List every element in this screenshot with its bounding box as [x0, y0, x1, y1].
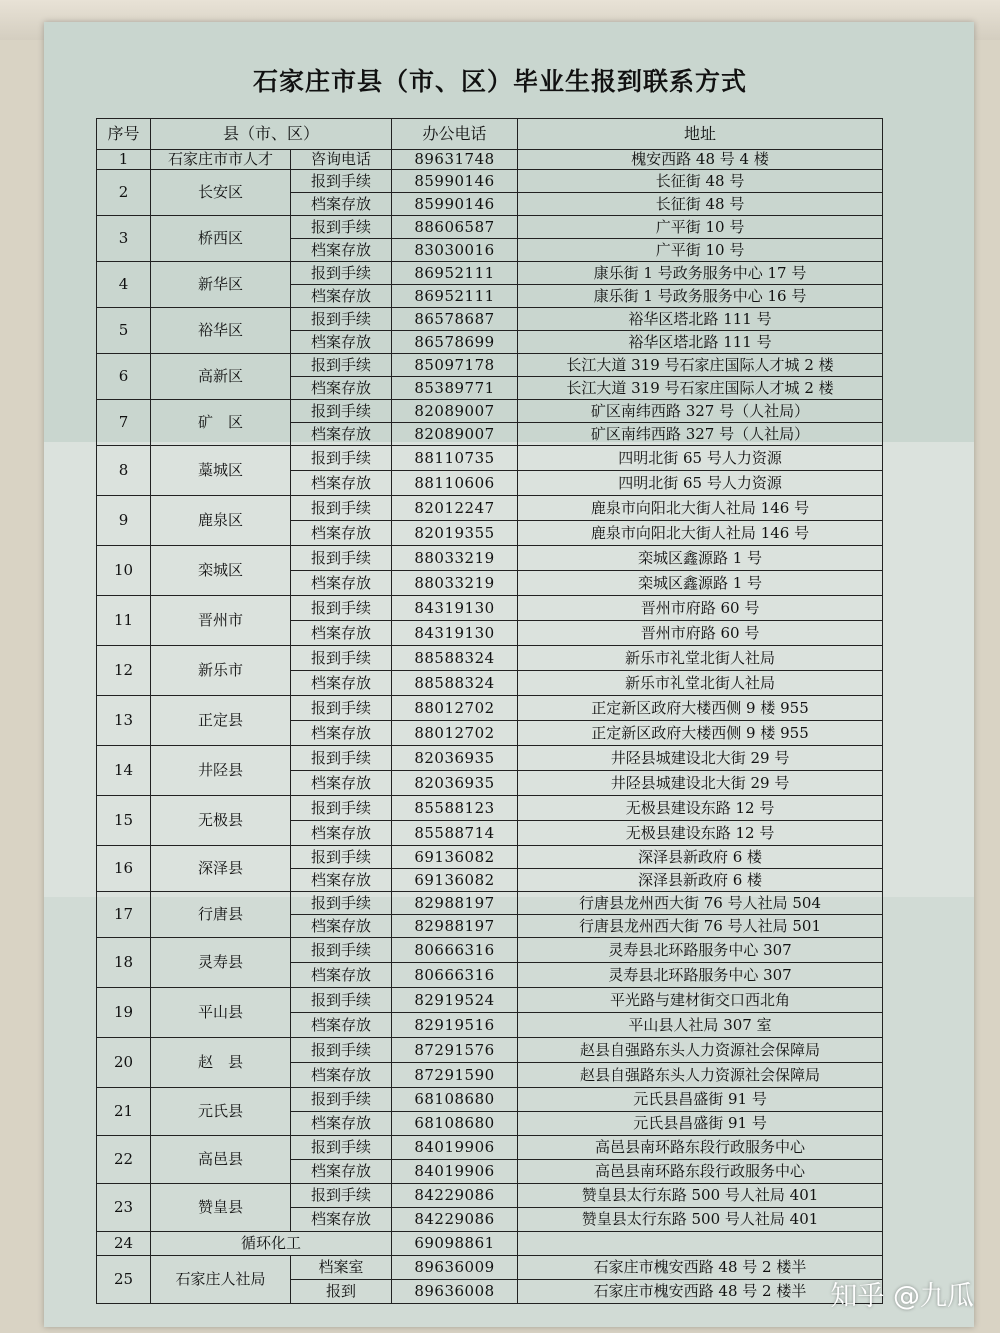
- type-cell: 档案存放: [291, 915, 392, 938]
- address-cell: 康乐街 1 号政务服务中心 17 号: [518, 262, 883, 285]
- type-cell: 报到手续: [291, 446, 392, 471]
- phone-cell: 84229086: [392, 1184, 518, 1208]
- seq-cell: 7: [97, 400, 151, 446]
- phone-cell: 82089007: [392, 400, 518, 423]
- watermark: 知乎 @九瓜: [830, 1281, 974, 1312]
- address-cell: 广平街 10 号: [518, 216, 883, 239]
- seq-cell: 22: [97, 1136, 151, 1184]
- table-row: [97, 646, 883, 671]
- header-phone: 办公电话: [392, 119, 518, 150]
- phone-cell: 82019355: [392, 521, 518, 546]
- seq-cell: 25: [97, 1256, 151, 1304]
- address-cell: 无极县建设东路 12 号: [518, 796, 883, 821]
- type-cell: 档案存放: [291, 771, 392, 796]
- type-cell: 报到手续: [291, 546, 392, 571]
- type-cell: 报到手续: [291, 892, 392, 915]
- address-cell: 晋州市府路 60 号: [518, 596, 883, 621]
- phone-cell: 86578687: [392, 308, 518, 331]
- table-row: [97, 596, 883, 621]
- table-row: [97, 216, 883, 239]
- district-cell: 高邑县: [151, 1136, 291, 1184]
- type-cell: 咨询电话: [291, 150, 392, 170]
- type-cell: 报到手续: [291, 170, 392, 193]
- type-cell: 档案存放: [291, 671, 392, 696]
- phone-cell: 80666316: [392, 963, 518, 988]
- seq-cell: 2: [97, 170, 151, 216]
- phone-cell: 86578699: [392, 331, 518, 354]
- table-row: [97, 1256, 883, 1280]
- type-cell: 档案存放: [291, 1112, 392, 1136]
- seq-cell: 19: [97, 988, 151, 1038]
- district-cell: 灵寿县: [151, 938, 291, 988]
- phone-cell: 89636008: [392, 1280, 518, 1304]
- phone-cell: 68108680: [392, 1088, 518, 1112]
- phone-cell: 69136082: [392, 869, 518, 892]
- type-cell: 报到手续: [291, 646, 392, 671]
- address-cell: 赞皇县太行东路 500 号人社局 401: [518, 1184, 883, 1208]
- phone-cell: 85990146: [392, 193, 518, 216]
- type-cell: 报到手续: [291, 746, 392, 771]
- phone-cell: 85097178: [392, 354, 518, 377]
- seq-cell: 6: [97, 354, 151, 400]
- address-cell: 矿区南纬西路 327 号（人社局）: [518, 423, 883, 446]
- type-cell: 档案存放: [291, 423, 392, 446]
- seq-cell: 3: [97, 216, 151, 262]
- district-cell: 行唐县: [151, 892, 291, 938]
- address-cell: 井陉县城建设北大街 29 号: [518, 771, 883, 796]
- district-cell: 藁城区: [151, 446, 291, 496]
- address-cell: 正定新区政府大楼西侧 9 楼 955: [518, 696, 883, 721]
- seq-cell: 14: [97, 746, 151, 796]
- address-cell: 元氏县昌盛街 91 号: [518, 1112, 883, 1136]
- phone-cell: 82089007: [392, 423, 518, 446]
- phone-cell: 87291576: [392, 1038, 518, 1063]
- table-row: [97, 354, 883, 377]
- address-cell: 长江大道 319 号石家庄国际人才城 2 楼: [518, 354, 883, 377]
- address-cell: 元氏县昌盛街 91 号: [518, 1088, 883, 1112]
- type-cell: 档案室: [291, 1256, 392, 1280]
- district-cell: 石家庄市市人才: [151, 150, 291, 170]
- address-cell: 新乐市礼堂北街人社局: [518, 671, 883, 696]
- table-row: [97, 796, 883, 821]
- phone-cell: 69136082: [392, 846, 518, 869]
- type-cell: 报到手续: [291, 354, 392, 377]
- district-cell: 鹿泉区: [151, 496, 291, 546]
- phone-cell: 82988197: [392, 892, 518, 915]
- type-cell: 档案存放: [291, 1013, 392, 1038]
- district-cell: 循环化工: [151, 1232, 392, 1256]
- address-cell: 平光路与建材街交口西北角: [518, 988, 883, 1013]
- seq-cell: 20: [97, 1038, 151, 1088]
- phone-cell: 82988197: [392, 915, 518, 938]
- seq-cell: 1: [97, 150, 151, 170]
- district-cell: 赞皇县: [151, 1184, 291, 1232]
- header-seq: 序号: [97, 119, 151, 150]
- address-cell: 无极县建设东路 12 号: [518, 821, 883, 846]
- type-cell: 档案存放: [291, 869, 392, 892]
- type-cell: 报到手续: [291, 308, 392, 331]
- table-row: [97, 446, 883, 471]
- address-cell: 石家庄市槐安西路 48 号 2 楼半: [518, 1256, 883, 1280]
- address-cell: 栾城区鑫源路 1 号: [518, 571, 883, 596]
- type-cell: 档案存放: [291, 193, 392, 216]
- phone-cell: 88588324: [392, 671, 518, 696]
- type-cell: 报到手续: [291, 216, 392, 239]
- phone-cell: 88033219: [392, 546, 518, 571]
- district-cell: 深泽县: [151, 846, 291, 892]
- type-cell: 档案存放: [291, 331, 392, 354]
- seq-cell: 12: [97, 646, 151, 696]
- phone-cell: 82036935: [392, 746, 518, 771]
- address-cell: 裕华区塔北路 111 号: [518, 308, 883, 331]
- district-cell: 长安区: [151, 170, 291, 216]
- district-cell: 裕华区: [151, 308, 291, 354]
- phone-cell: 88012702: [392, 721, 518, 746]
- address-cell: 鹿泉市向阳北大街人社局 146 号: [518, 496, 883, 521]
- district-cell: 无极县: [151, 796, 291, 846]
- phone-cell: 82012247: [392, 496, 518, 521]
- table-row: [97, 846, 883, 869]
- seq-cell: 23: [97, 1184, 151, 1232]
- seq-cell: 15: [97, 796, 151, 846]
- document-title: 石家庄市县（市、区）毕业生报到联系方式: [252, 67, 747, 96]
- district-cell: 正定县: [151, 696, 291, 746]
- district-cell: 石家庄人社局: [151, 1256, 291, 1304]
- district-cell: 平山县: [151, 988, 291, 1038]
- table-header-row: [97, 119, 883, 150]
- type-cell: 报到手续: [291, 988, 392, 1013]
- address-cell: 高邑县南环路东段行政服务中心: [518, 1136, 883, 1160]
- table-row: [97, 1136, 883, 1160]
- table-row: [97, 400, 883, 423]
- address-cell: 鹿泉市向阳北大街人社局 146 号: [518, 521, 883, 546]
- type-cell: 报到手续: [291, 1184, 392, 1208]
- seq-cell: 8: [97, 446, 151, 496]
- phone-cell: 86952111: [392, 285, 518, 308]
- address-cell: 行唐县龙州西大街 76 号人社局 504: [518, 892, 883, 915]
- seq-cell: 5: [97, 308, 151, 354]
- phone-cell: 80666316: [392, 938, 518, 963]
- seq-cell: 17: [97, 892, 151, 938]
- district-cell: 井陉县: [151, 746, 291, 796]
- district-cell: 新乐市: [151, 646, 291, 696]
- address-cell: 矿区南纬西路 327 号（人社局）: [518, 400, 883, 423]
- address-cell: 赵县自强路东头人力资源社会保障局: [518, 1038, 883, 1063]
- phone-cell: 83030016: [392, 239, 518, 262]
- address-cell: 赞皇县太行东路 500 号人社局 401: [518, 1208, 883, 1232]
- phone-cell: 84319130: [392, 596, 518, 621]
- address-cell: 石家庄市槐安西路 48 号 2 楼半: [518, 1280, 883, 1304]
- type-cell: 档案存放: [291, 239, 392, 262]
- address-cell: 槐安西路 48 号 4 楼: [518, 150, 883, 170]
- phone-cell: 84319130: [392, 621, 518, 646]
- type-cell: 档案存放: [291, 721, 392, 746]
- district-cell: 新华区: [151, 262, 291, 308]
- seq-cell: 18: [97, 938, 151, 988]
- table-row: [97, 696, 883, 721]
- seq-cell: 24: [97, 1232, 151, 1256]
- district-cell: 晋州市: [151, 596, 291, 646]
- header-district: 县（市、区）: [151, 119, 392, 150]
- type-cell: 档案存放: [291, 1208, 392, 1232]
- type-cell: 报到手续: [291, 596, 392, 621]
- phone-cell: 68108680: [392, 1112, 518, 1136]
- address-cell: 四明北街 65 号人力资源: [518, 446, 883, 471]
- address-cell: 高邑县南环路东段行政服务中心: [518, 1160, 883, 1184]
- table-row: [97, 308, 883, 331]
- table-row: [97, 546, 883, 571]
- address-cell: 正定新区政府大楼西侧 9 楼 955: [518, 721, 883, 746]
- phone-cell: 85588714: [392, 821, 518, 846]
- type-cell: 报到手续: [291, 696, 392, 721]
- phone-cell: 89636009: [392, 1256, 518, 1280]
- district-cell: 桥西区: [151, 216, 291, 262]
- address-cell: 新乐市礼堂北街人社局: [518, 646, 883, 671]
- seq-cell: 13: [97, 696, 151, 746]
- table-row: [97, 496, 883, 521]
- address-cell: 赵县自强路东头人力资源社会保障局: [518, 1063, 883, 1088]
- address-cell: 长征街 48 号: [518, 170, 883, 193]
- phone-cell: 87291590: [392, 1063, 518, 1088]
- seq-cell: 10: [97, 546, 151, 596]
- type-cell: 报到手续: [291, 1136, 392, 1160]
- table-row: [97, 1038, 883, 1063]
- table-row: [97, 1088, 883, 1112]
- address-cell: 深泽县新政府 6 楼: [518, 869, 883, 892]
- phone-cell: 88606587: [392, 216, 518, 239]
- table-row: [97, 988, 883, 1013]
- table-row: [97, 1184, 883, 1208]
- table-row: [97, 262, 883, 285]
- type-cell: 报到手续: [291, 496, 392, 521]
- address-cell: 深泽县新政府 6 楼: [518, 846, 883, 869]
- seq-cell: 9: [97, 496, 151, 546]
- type-cell: 档案存放: [291, 471, 392, 496]
- district-cell: 赵 县: [151, 1038, 291, 1088]
- type-cell: 档案存放: [291, 377, 392, 400]
- phone-cell: 88110606: [392, 471, 518, 496]
- address-cell: 广平街 10 号: [518, 239, 883, 262]
- seq-cell: 16: [97, 846, 151, 892]
- contact-table: [96, 118, 883, 1304]
- type-cell: 报到手续: [291, 1088, 392, 1112]
- type-cell: 档案存放: [291, 1063, 392, 1088]
- type-cell: 档案存放: [291, 963, 392, 988]
- table-body: [97, 150, 883, 1304]
- phone-cell: 82919516: [392, 1013, 518, 1038]
- type-cell: 档案存放: [291, 1160, 392, 1184]
- seq-cell: 21: [97, 1088, 151, 1136]
- address-cell: 康乐街 1 号政务服务中心 16 号: [518, 285, 883, 308]
- address-cell: 栾城区鑫源路 1 号: [518, 546, 883, 571]
- header-address: 地址: [518, 119, 883, 150]
- phone-cell: 82036935: [392, 771, 518, 796]
- phone-cell: 84019906: [392, 1160, 518, 1184]
- district-cell: 元氏县: [151, 1088, 291, 1136]
- type-cell: 档案存放: [291, 571, 392, 596]
- phone-cell: 85389771: [392, 377, 518, 400]
- table-row: [97, 170, 883, 193]
- address-cell: 长征街 48 号: [518, 193, 883, 216]
- table-row: [97, 746, 883, 771]
- type-cell: 档案存放: [291, 621, 392, 646]
- type-cell: 报到手续: [291, 1038, 392, 1063]
- address-cell: 行唐县龙州西大街 76 号人社局 501: [518, 915, 883, 938]
- district-cell: 高新区: [151, 354, 291, 400]
- type-cell: 档案存放: [291, 285, 392, 308]
- seq-cell: 4: [97, 262, 151, 308]
- phone-cell: 89631748: [392, 150, 518, 170]
- type-cell: 档案存放: [291, 821, 392, 846]
- address-cell: 四明北街 65 号人力资源: [518, 471, 883, 496]
- type-cell: 报到: [291, 1280, 392, 1304]
- type-cell: 报到手续: [291, 400, 392, 423]
- type-cell: 报到手续: [291, 262, 392, 285]
- address-cell: 裕华区塔北路 111 号: [518, 331, 883, 354]
- district-cell: 栾城区: [151, 546, 291, 596]
- type-cell: 报到手续: [291, 938, 392, 963]
- phone-cell: 84019906: [392, 1136, 518, 1160]
- address-cell: 灵寿县北环路服务中心 307: [518, 963, 883, 988]
- seq-cell: 11: [97, 596, 151, 646]
- table-row: [97, 938, 883, 963]
- address-cell: 晋州市府路 60 号: [518, 621, 883, 646]
- address-cell: 灵寿县北环路服务中心 307: [518, 938, 883, 963]
- phone-cell: 86952111: [392, 262, 518, 285]
- phone-cell: 69098861: [392, 1232, 518, 1256]
- phone-cell: 88110735: [392, 446, 518, 471]
- phone-cell: 88588324: [392, 646, 518, 671]
- district-cell: 矿 区: [151, 400, 291, 446]
- phone-cell: 88033219: [392, 571, 518, 596]
- address-cell: 长江大道 319 号石家庄国际人才城 2 楼: [518, 377, 883, 400]
- phone-cell: 84229086: [392, 1208, 518, 1232]
- address-cell: [518, 1232, 883, 1256]
- phone-cell: 85588123: [392, 796, 518, 821]
- type-cell: 报到手续: [291, 846, 392, 869]
- table-row: [97, 1232, 883, 1256]
- phone-cell: 85990146: [392, 170, 518, 193]
- address-cell: 井陉县城建设北大街 29 号: [518, 746, 883, 771]
- phone-cell: 82919524: [392, 988, 518, 1013]
- table-row: [97, 150, 883, 170]
- phone-cell: 88012702: [392, 696, 518, 721]
- table-row: [97, 892, 883, 915]
- type-cell: 档案存放: [291, 521, 392, 546]
- address-cell: 平山县人社局 307 室: [518, 1013, 883, 1038]
- type-cell: 报到手续: [291, 796, 392, 821]
